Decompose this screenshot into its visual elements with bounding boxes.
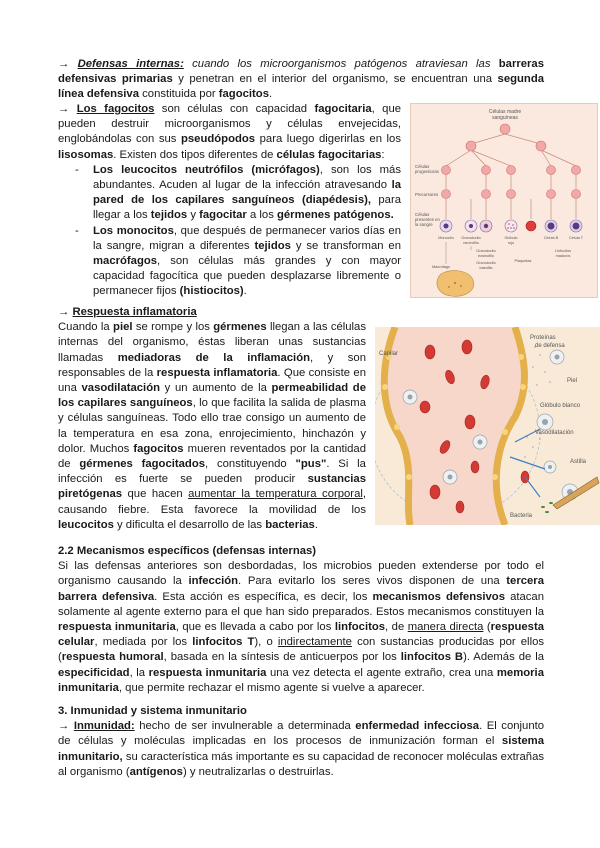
label-proteinas: Proteínas: [530, 335, 556, 341]
label-celulas-sangre: Células: [415, 212, 430, 217]
respuesta-inflamatoria-section: [58, 305, 366, 533]
label-macrofago: Macrófago: [432, 265, 450, 269]
label-sanguineas: sanguíneas: [492, 115, 518, 121]
inmunidad-term: Inmunidad:: [73, 720, 135, 733]
label-precursores: Precursores: [415, 192, 439, 197]
mecanismos-especificos-paragraph: Si las defensas anteriores son desbordadas, los microbios pueden extenderse por todo el organismo causando la infección. Para evitarlo los seres vivos disponen de una tercera barrera defensiva. Esta acción es específica, es decir, los mecanismos defensivos atacan solamente al agente externo para el que han sido preparados. Estos mecanismos constituyen la respuesta inmunitaria, que es llevada a cabo por los linfocitos, de manera directa (respuesta celular, mediada por los linfocitos T), o indirectamente con sustancias producidas por ellos (respuesta humoral, basada en la síntesis de anticuerpos por los linfocitos B). Además de la especificidad, la respuesta inmunitaria una vez detecta el agente extraño, crea una memoria inmunitaria, que permite rechazar el mismo agente si vuelve a aparecer.: [58, 560, 545, 694]
fagocitos-paragraph: → Los fagocitos son células con capacidad fagocitaria, que pueden destruir microorganismos y células envejecidas, englobándolas con sus pseudópodos para luego digerirlas en los lisosomas. Existen dos tipos diferentes de células fagocitarias: - Los leucocitos neutrófilos (micrófagos), son los más abundantes. Acuden al lugar de la infección atravesando la pared de los capilares sanguíneos (diapédesis), para llegar a los tejidos y fagocitar a los gérmenes patógenos. - Los monocitos, que después de permanecer varios días en la sangre, migran a diferentes tejidos y se transforman en macrófagos, son células más grandes y con mayor capacidad fagocítica que pueden desplazarse libremente o permanecer fijos (histiocitos).: [58, 102, 401, 300]
inflammation-illustration: [375, 327, 600, 525]
label-granulocito-neutrofilo: Granulocito: [461, 236, 481, 240]
label-piel: Piel: [567, 378, 578, 384]
svg-text:la sangre: la sangre: [415, 222, 433, 227]
inmunidad-paragraph: → Inmunidad: hecho de ser invulnerable a determinada enfermedad infecciosa. El conjunto de células y moléculas implicadas en los procesos de inmunización forman el sistema inmunitario, su característica más importante es su capacidad de reconocer moléculas extrañas al organismo (antígenos) y neutralizarlas o destruirlas.: [58, 720, 545, 778]
label-de-defensa: de defensa: [535, 343, 565, 349]
respuesta-inflamatoria-heading: → Respuesta inflamatoria: [58, 306, 197, 318]
inmunidad-heading: 3. Inmunidad y sistema inmunitario: [58, 705, 247, 717]
svg-text:presentes en: presentes en: [415, 217, 440, 222]
fagocitos-term: Los fagocitos: [76, 103, 155, 115]
label-granulocito-basofilo: Granulocito: [476, 261, 496, 265]
label-celulas-madre: Células madre: [488, 109, 522, 115]
svg-text:progenitoras: progenitoras: [415, 169, 439, 174]
inmunidad-section: [58, 704, 544, 780]
svg-text:rojo: rojo: [507, 241, 515, 245]
label-bacteria: Bacteria: [510, 513, 533, 519]
label-capilar: Capilar: [379, 351, 399, 357]
svg-text:maduros: maduros: [555, 254, 571, 258]
mecanismos-especificos-heading: 2.2 Mecanismos específicos (defensas internas): [58, 545, 317, 557]
label-globulo-blanco: Glóbulo blanco: [540, 403, 581, 409]
mecanismos-especificos-section: [58, 544, 544, 696]
list-item-monocitos: - Los monocitos, que después de permanecer varios días en la sangre, migran a diferentes tejidos y se transforman en macrófagos, son células más grandes y con mayor capacidad fagocítica que pueden desplazarse libremente o permanecer fijos (histiocitos).: [75, 224, 401, 298]
label-linfocitos-maduros: Linfocitos: [554, 249, 572, 253]
list-item-neutrofilos: - Los leucocitos neutrófilos (micrófagos), son los más abundantes. Acuden al lugar de la infección atravesando la pared de los capilares sanguíneos (diapédesis), para llegar a los tejidos y fagocitar a los gérmenes patógenos.: [75, 163, 402, 222]
label-plaquetas: Plaquetas: [514, 259, 532, 263]
label-monocito: Monocito: [438, 236, 454, 240]
label-astilla: Astilla: [570, 459, 587, 465]
macrofago-cell: [437, 271, 474, 297]
label-granulocito-eosinofilo: Granulocito: [476, 249, 496, 253]
label-celula-t: Célula T: [568, 236, 584, 240]
inflammation-figure: [375, 327, 600, 525]
hematopoiesis-diagram: [411, 104, 598, 298]
defensas-internas-paragraph: → Defensas internas: cuando los microorganismos patógenos atraviesan las barreras defensivas primarias y penetran en el interior del organismo, se encuentran una segunda línea defensiva constituida por fagocitos.: [58, 58, 544, 101]
svg-text:basófilo: basófilo: [479, 266, 493, 270]
astilla-splinter: [553, 477, 599, 509]
svg-text:neutrófilo: neutrófilo: [463, 241, 479, 245]
label-globulo-rojo: Glóbulo: [504, 236, 518, 240]
respuesta-inflamatoria-paragraph: Cuando la piel se rompe y los gérmenes llegan a las células internas del organismo, éstas liberan unas sustancias llamadas mediadoras de la inflamación, y son responsables de la respuesta inflamatoria. Que consiste en una vasodilatación y un aumento de la permeabilidad de los capilares sanguíneos, lo que facilita la salida de plasma y células sanguíneas. Todo ello trae consigo un aumento de la temperatura en esa zona, enrojecimiento, hinchazón y dolor. Muchos fagocitos mueren reventados por la cantidad de gérmenes fagocitados, constituyendo "pus". Si la infección es fuerte se pueden producir sustancias piretógenas que hacen aumentar la temperatura corporal, causando fiebre. Esta favorece la movilidad de los leucocitos y dificulta el desarrollo de las bacterias.: [58, 321, 366, 531]
label-celulas-progenitoras: Células: [415, 164, 430, 169]
label-celula-b: Célula B: [543, 236, 559, 240]
defensas-internas-term: Defensas internas:: [77, 58, 184, 70]
hematopoiesis-figure: [410, 103, 598, 298]
label-vasodilatacion: Vasodilatación: [535, 430, 574, 436]
svg-text:eosinófilo: eosinófilo: [477, 254, 495, 258]
